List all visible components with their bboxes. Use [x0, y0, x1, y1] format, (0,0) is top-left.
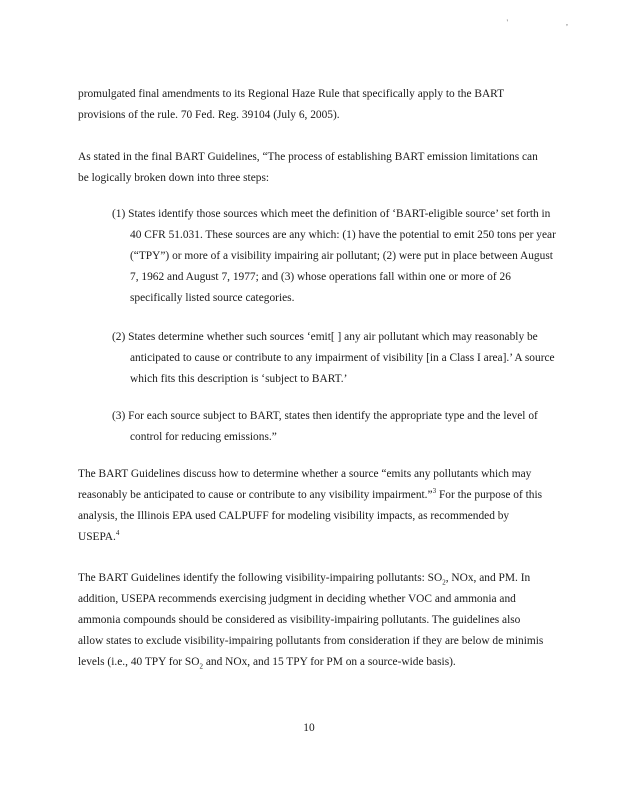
paragraph-intro: promulgated final amendments to its Regional Haze Rule that specifically apply to the BART provisions of the rule. 70 Fed. Reg. 39104 (July 6, 2005).: [78, 88, 504, 121]
page-number: 10: [303, 722, 315, 734]
paragraph-guidelines-quote: As stated in the final BART Guidelines, “The process of establishing BART emission limitations can be logically broken down into three steps:: [78, 151, 538, 184]
so2-subscript: 2: [442, 578, 446, 587]
pollutants-text-c: and NOx, and 15 TPY for PM on a source-wide basis).: [203, 656, 456, 668]
modeling-text-rest: For the purpose of this analysis, the Illinois EPA used CALPUFF for modeling visibility impacts, as recommended by USEPA.: [78, 489, 543, 543]
list-item-step-3: (3) For each source subject to BART, states then identify the appropriate type and the level of control for reducing emissions.”: [112, 410, 538, 443]
footnote-ref-3: 3: [432, 487, 437, 496]
list-item-step-1: (1) States identify those sources which meet the definition of ‘BART-eligible source’ set forth in 40 CFR 51.031. These sources are any which: (1) have the potential to emit 250 tons per year (“TPY”) or more of a visibility impairing air pollutant; (2) were put in place between August 7, 1962 and August 7, 1977; and (3) whose operations fall within one or more of 26 specifically listed source categories.: [112, 208, 556, 304]
pollutants-text-a: The BART Guidelines identify the following visibility-impairing pollutants: SO: [78, 572, 443, 584]
pollutants-text-b: , NOx, and PM. In addition, USEPA recommends exercising judgment in deciding whether VOC and ammonia and ammonia compounds should be considered as visibility-impairing pollutants. The guidelines also allow states to exclude visibility-impairing pollutants from consideration if they are below de minimis levels (i.e., 40 TPY for SO: [78, 572, 544, 668]
paragraph-modeling: [78, 464, 548, 548]
footnote-ref-4: 4: [115, 529, 120, 538]
modeling-text: The BART Guidelines discuss how to determine whether a source “emits any pollutants which may reasonably be anticipated to cause or contribute to any visibility impairment.”: [78, 468, 532, 501]
so2-subscript-2: 2: [199, 662, 203, 671]
corner-marks: ' ,: [506, 18, 596, 27]
list-item-step-2: (2) States determine whether such sources ‘emit[ ] any air pollutant which may reasonably be anticipated to cause or contribute to any impairment of visibility [in a Class I area].’ A source which fits this description is ‘subject to BART.’: [112, 331, 555, 385]
paragraph-pollutants: [78, 568, 548, 673]
